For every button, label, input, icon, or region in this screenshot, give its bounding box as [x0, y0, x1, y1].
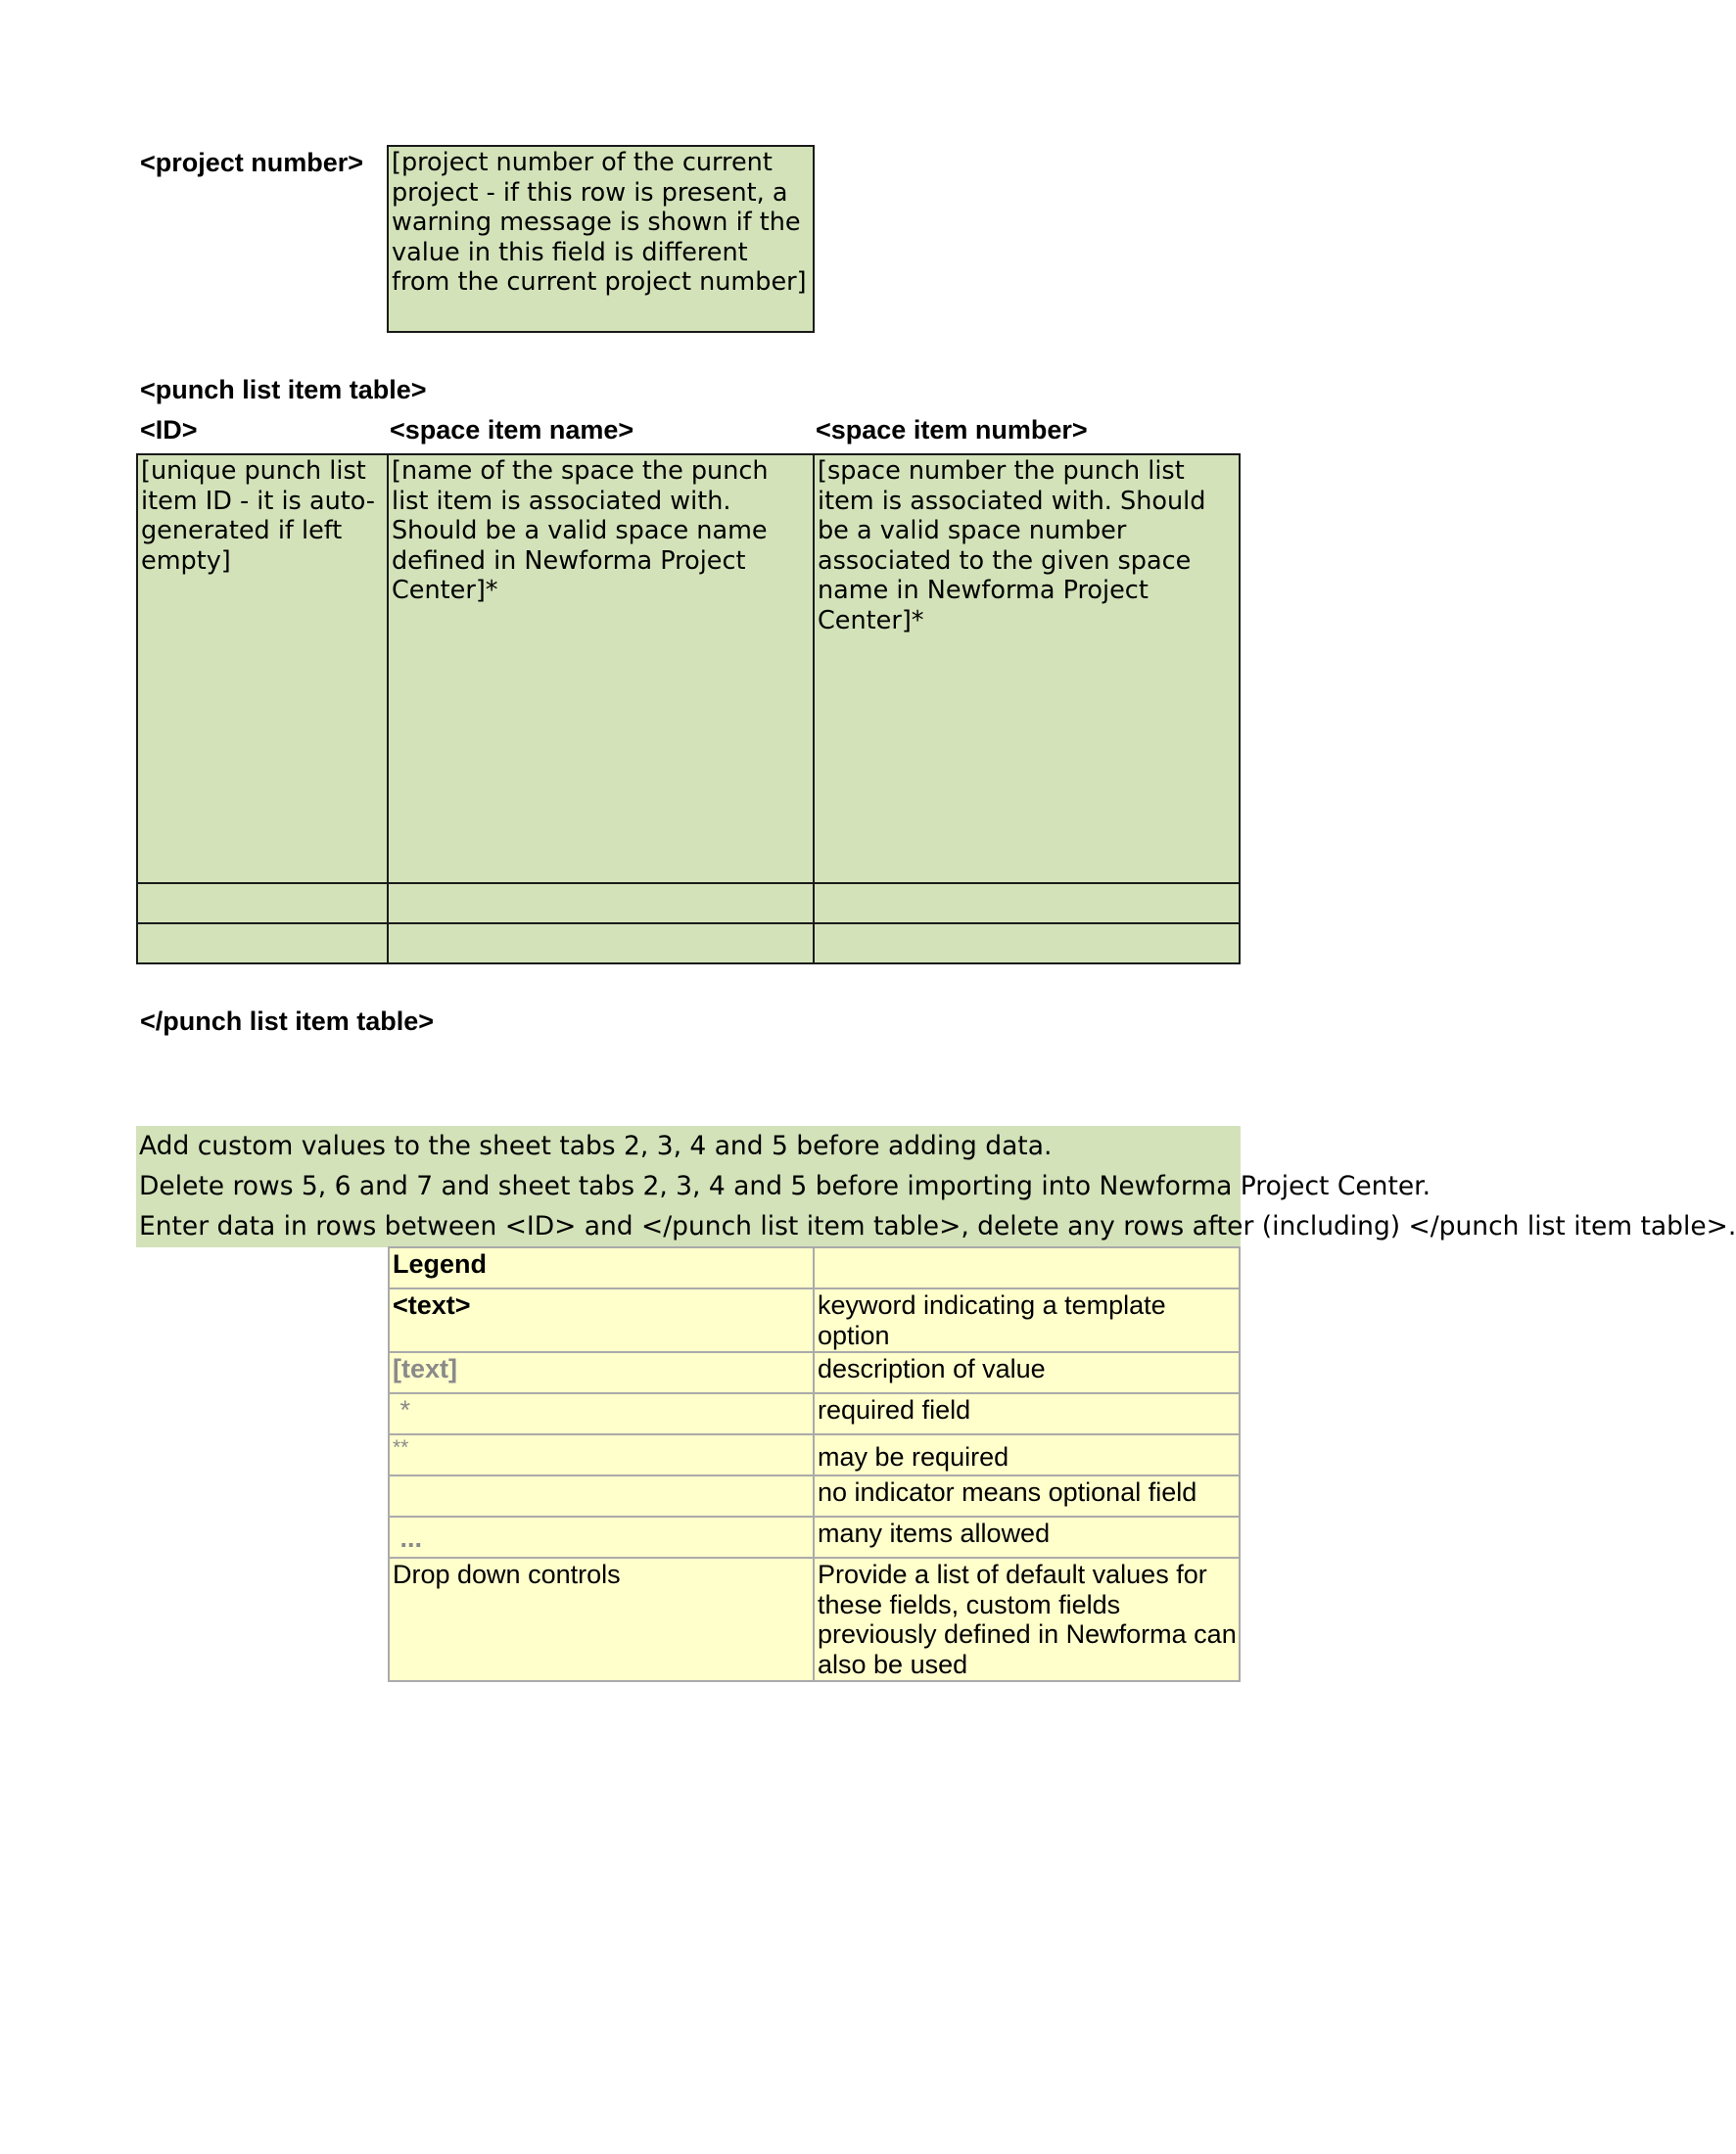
legend-meaning-keyword: keyword indicating a template option — [813, 1288, 1241, 1353]
instructions-block — [136, 1126, 1736, 1247]
legend-symbol-optional — [388, 1475, 815, 1518]
legend-symbol-dropdown: Drop down controls — [388, 1557, 815, 1682]
legend-meaning-required: required field — [813, 1392, 1241, 1435]
legend-meaning-dropdown: Provide a list of default values for these fields, custom fields previously defined in Newforma can also be used — [813, 1557, 1241, 1682]
legend-title: Legend — [388, 1246, 815, 1289]
space-number-description-cell[interactable]: [space number the punch list item is associated with. Should be a valid space number associated to the given space name in Newforma Project Center]* — [813, 453, 1241, 884]
space-name-description-cell[interactable]: [name of the space the punch list item is associated with. Should be a valid space name defined in Newforma Project Center]* — [387, 453, 815, 884]
legend-meaning-many: many items allowed — [813, 1516, 1241, 1559]
instruction-line: Delete rows 5, 6 and 7 and sheet tabs 2, 3, 4 and 5 before importing into Newforma Project Center. — [139, 1171, 1431, 1201]
data-cell-empty[interactable] — [813, 922, 1241, 964]
data-cell-empty[interactable] — [136, 882, 389, 924]
data-cell-empty[interactable] — [813, 882, 1241, 924]
table-end-tag: </punch list item table> — [140, 1007, 435, 1036]
legend-symbol-description: [text] — [388, 1351, 815, 1394]
project-number-cell[interactable]: [project number of the current project - if this row is present, a warning message is shown if the value in this field is different from the current project number] — [387, 145, 815, 333]
instruction-line: Enter data in rows between <ID> and </punch list item table>, delete any rows after (including) </punch list item table>. — [139, 1211, 1736, 1241]
legend-meaning-optional: no indicator means optional field — [813, 1475, 1241, 1518]
instruction-line: Add custom values to the sheet tabs 2, 3, 4 and 5 before adding data. — [139, 1131, 1053, 1161]
legend-symbol-required: * — [388, 1392, 815, 1435]
data-cell-empty[interactable] — [136, 922, 389, 964]
data-cell-empty[interactable] — [387, 922, 815, 964]
legend-meaning-may-be-required: may be required — [813, 1433, 1241, 1476]
project-number-label: <project number> — [140, 148, 364, 177]
column-header-space-number: <space item number> — [816, 415, 1088, 445]
column-header-space-name: <space item name> — [390, 415, 634, 445]
legend-symbol-may-be-required: ** — [388, 1433, 815, 1476]
column-header-id: <ID> — [140, 415, 198, 445]
legend-meaning-description: description of value — [813, 1351, 1241, 1394]
legend-symbol-many: ... — [388, 1516, 815, 1559]
legend-title-blank — [813, 1246, 1241, 1289]
data-cell-empty[interactable] — [387, 882, 815, 924]
id-description-cell[interactable]: [unique punch list item ID - it is auto-generated if left empty] — [136, 453, 389, 884]
legend-symbol-keyword: <text> — [388, 1288, 815, 1353]
table-start-tag: <punch list item table> — [140, 375, 427, 404]
